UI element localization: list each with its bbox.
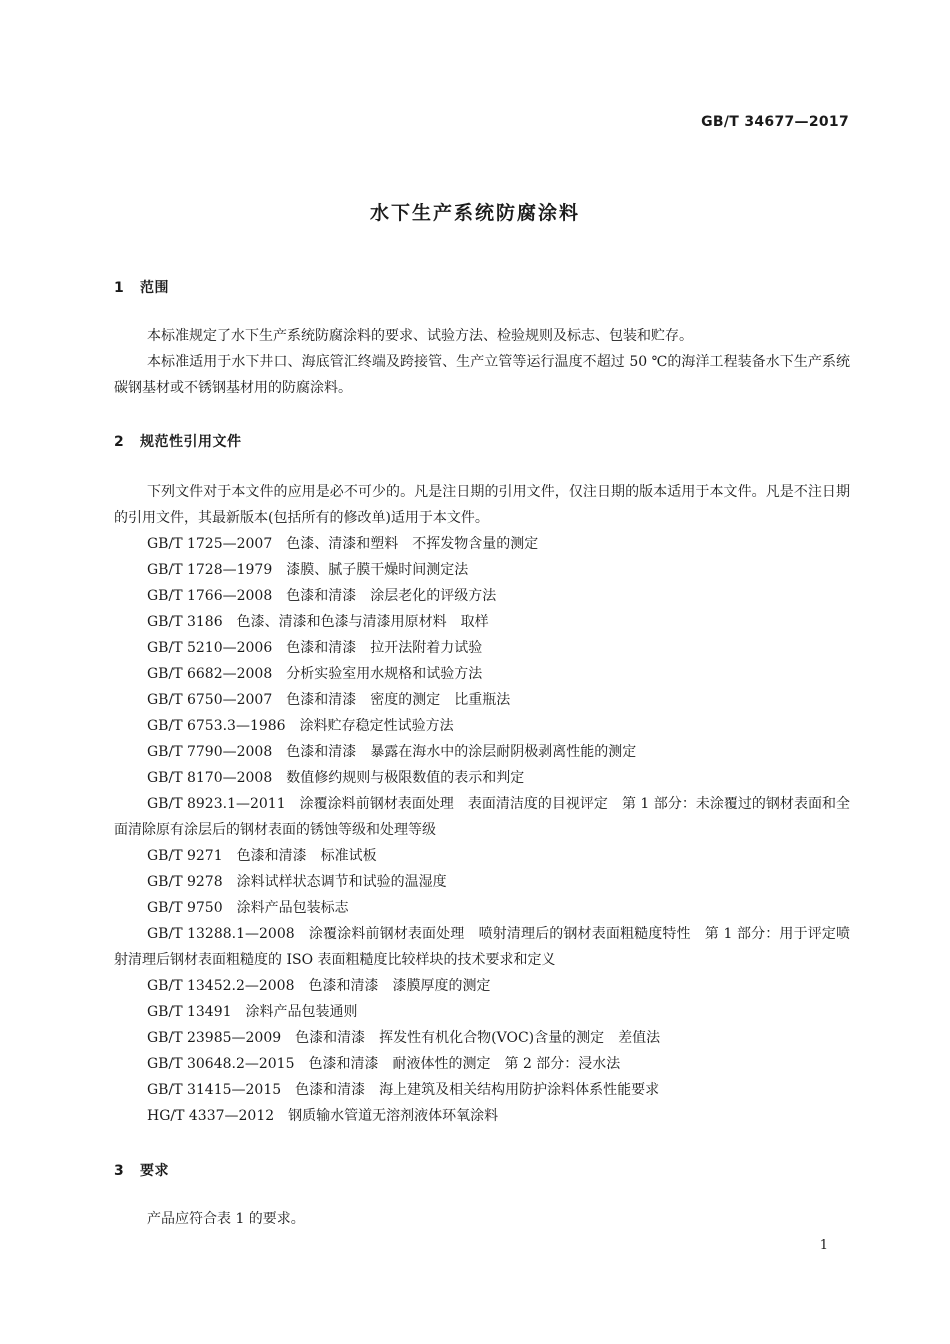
- reference-item: HG/T 4337—2012 钢质输水管道无溶剂液体环氧涂料: [147, 1108, 499, 1124]
- reference-item: GB/T 3186 色漆、清漆和色漆与清漆用原材料 取样: [147, 614, 489, 630]
- page-number: 1: [819, 1238, 828, 1253]
- section-2-heading: [114, 431, 242, 451]
- reference-item: GB/T 1725—2007 色漆、清漆和塑料 不挥发物含量的测定: [147, 536, 539, 552]
- reference-item: GB/T 30648.2—2015 色漆和清漆 耐液体性的测定 第 2 部分：浸水法: [147, 1056, 621, 1072]
- reference-item: GB/T 1766—2008 色漆和清漆 涂层老化的评级方法: [147, 588, 497, 604]
- section-3-title: 要求: [140, 1163, 169, 1179]
- section-3-paragraph: 产品应符合表 1 的要求。: [147, 1211, 305, 1227]
- section-1-paragraph-1: 本标准规定了水下生产系统防腐涂料的要求、试验方法、检验规则及标志、包装和贮存。: [147, 328, 693, 344]
- reference-item: GB/T 5210—2006 色漆和清漆 拉开法附着力试验: [147, 640, 483, 656]
- reference-item: GB/T 7790—2008 色漆和清漆 暴露在海水中的涂层耐阴极剥离性能的测定: [147, 744, 637, 760]
- reference-item: GB/T 9271 色漆和清漆 标准试板: [147, 848, 377, 864]
- section-3-number: 3: [114, 1163, 125, 1179]
- section-2-body: [114, 479, 850, 1129]
- section-1-body: [114, 323, 850, 401]
- reference-item: GB/T 9750 涂料产品包装标志: [147, 900, 349, 916]
- reference-item: GB/T 1728—1979 漆膜、腻子膜干燥时间测定法: [147, 562, 469, 578]
- reference-item: GB/T 13491 涂料产品包装通则: [147, 1004, 358, 1020]
- reference-item: GB/T 6682—2008 分析实验室用水规格和试验方法: [147, 666, 483, 682]
- reference-item: GB/T 6753.3—1986 涂料贮存稳定性试验方法: [147, 718, 454, 734]
- section-2-title: 规范性引用文件: [140, 434, 242, 450]
- section-1-paragraph-2: 本标准适用于水下井口、海底管汇终端及跨接管、生产立管等运行温度不超过 50 ℃的海洋工程装备水下生产系统碳钢基材或不锈钢基材用的防腐涂料。: [114, 354, 850, 396]
- reference-item: GB/T 8923.1—2011 涂覆涂料前钢材表面处理 表面清洁度的目视评定 第 1 部分：未涂覆过的钢材表面和全面清除原有涂层后的钢材表面的锈蚀等级和处理等级: [114, 796, 850, 838]
- section-1-number: 1: [114, 280, 125, 296]
- section-3-body: [114, 1206, 850, 1232]
- reference-item: GB/T 31415—2015 色漆和清漆 海上建筑及相关结构用防护涂料体系性能要求: [147, 1082, 660, 1098]
- section-2-number: 2: [114, 434, 125, 450]
- reference-item: GB/T 8170—2008 数值修约规则与极限数值的表示和判定: [147, 770, 525, 786]
- reference-item: GB/T 13452.2—2008 色漆和清漆 漆膜厚度的测定: [147, 978, 491, 994]
- section-3-heading: [114, 1160, 169, 1180]
- standard-code: GB/T 34677—2017: [701, 114, 849, 130]
- section-1-title: 范围: [140, 280, 169, 296]
- section-1-heading: [114, 277, 169, 297]
- reference-item: GB/T 9278 涂料试样状态调节和试验的温湿度: [147, 874, 447, 890]
- reference-item: GB/T 6750—2007 色漆和清漆 密度的测定 比重瓶法: [147, 692, 511, 708]
- reference-item: GB/T 13288.1—2008 涂覆涂料前钢材表面处理 喷射清理后的钢材表面粗糙度特性 第 1 部分：用于评定喷射清理后钢材表面粗糙度的 ISO 表面粗糙度比较样块的技术要求和定义: [114, 926, 850, 968]
- section-2-intro: 下列文件对于本文件的应用是必不可少的。凡是注日期的引用文件，仅注日期的版本适用于本文件。凡是不注日期的引用文件，其最新版本(包括所有的修改单)适用于本文件。: [114, 484, 850, 526]
- reference-item: GB/T 23985—2009 色漆和清漆 挥发性有机化合物(VOC)含量的测定 差值法: [147, 1030, 661, 1046]
- document-title: 水下生产系统防腐涂料: [369, 202, 580, 224]
